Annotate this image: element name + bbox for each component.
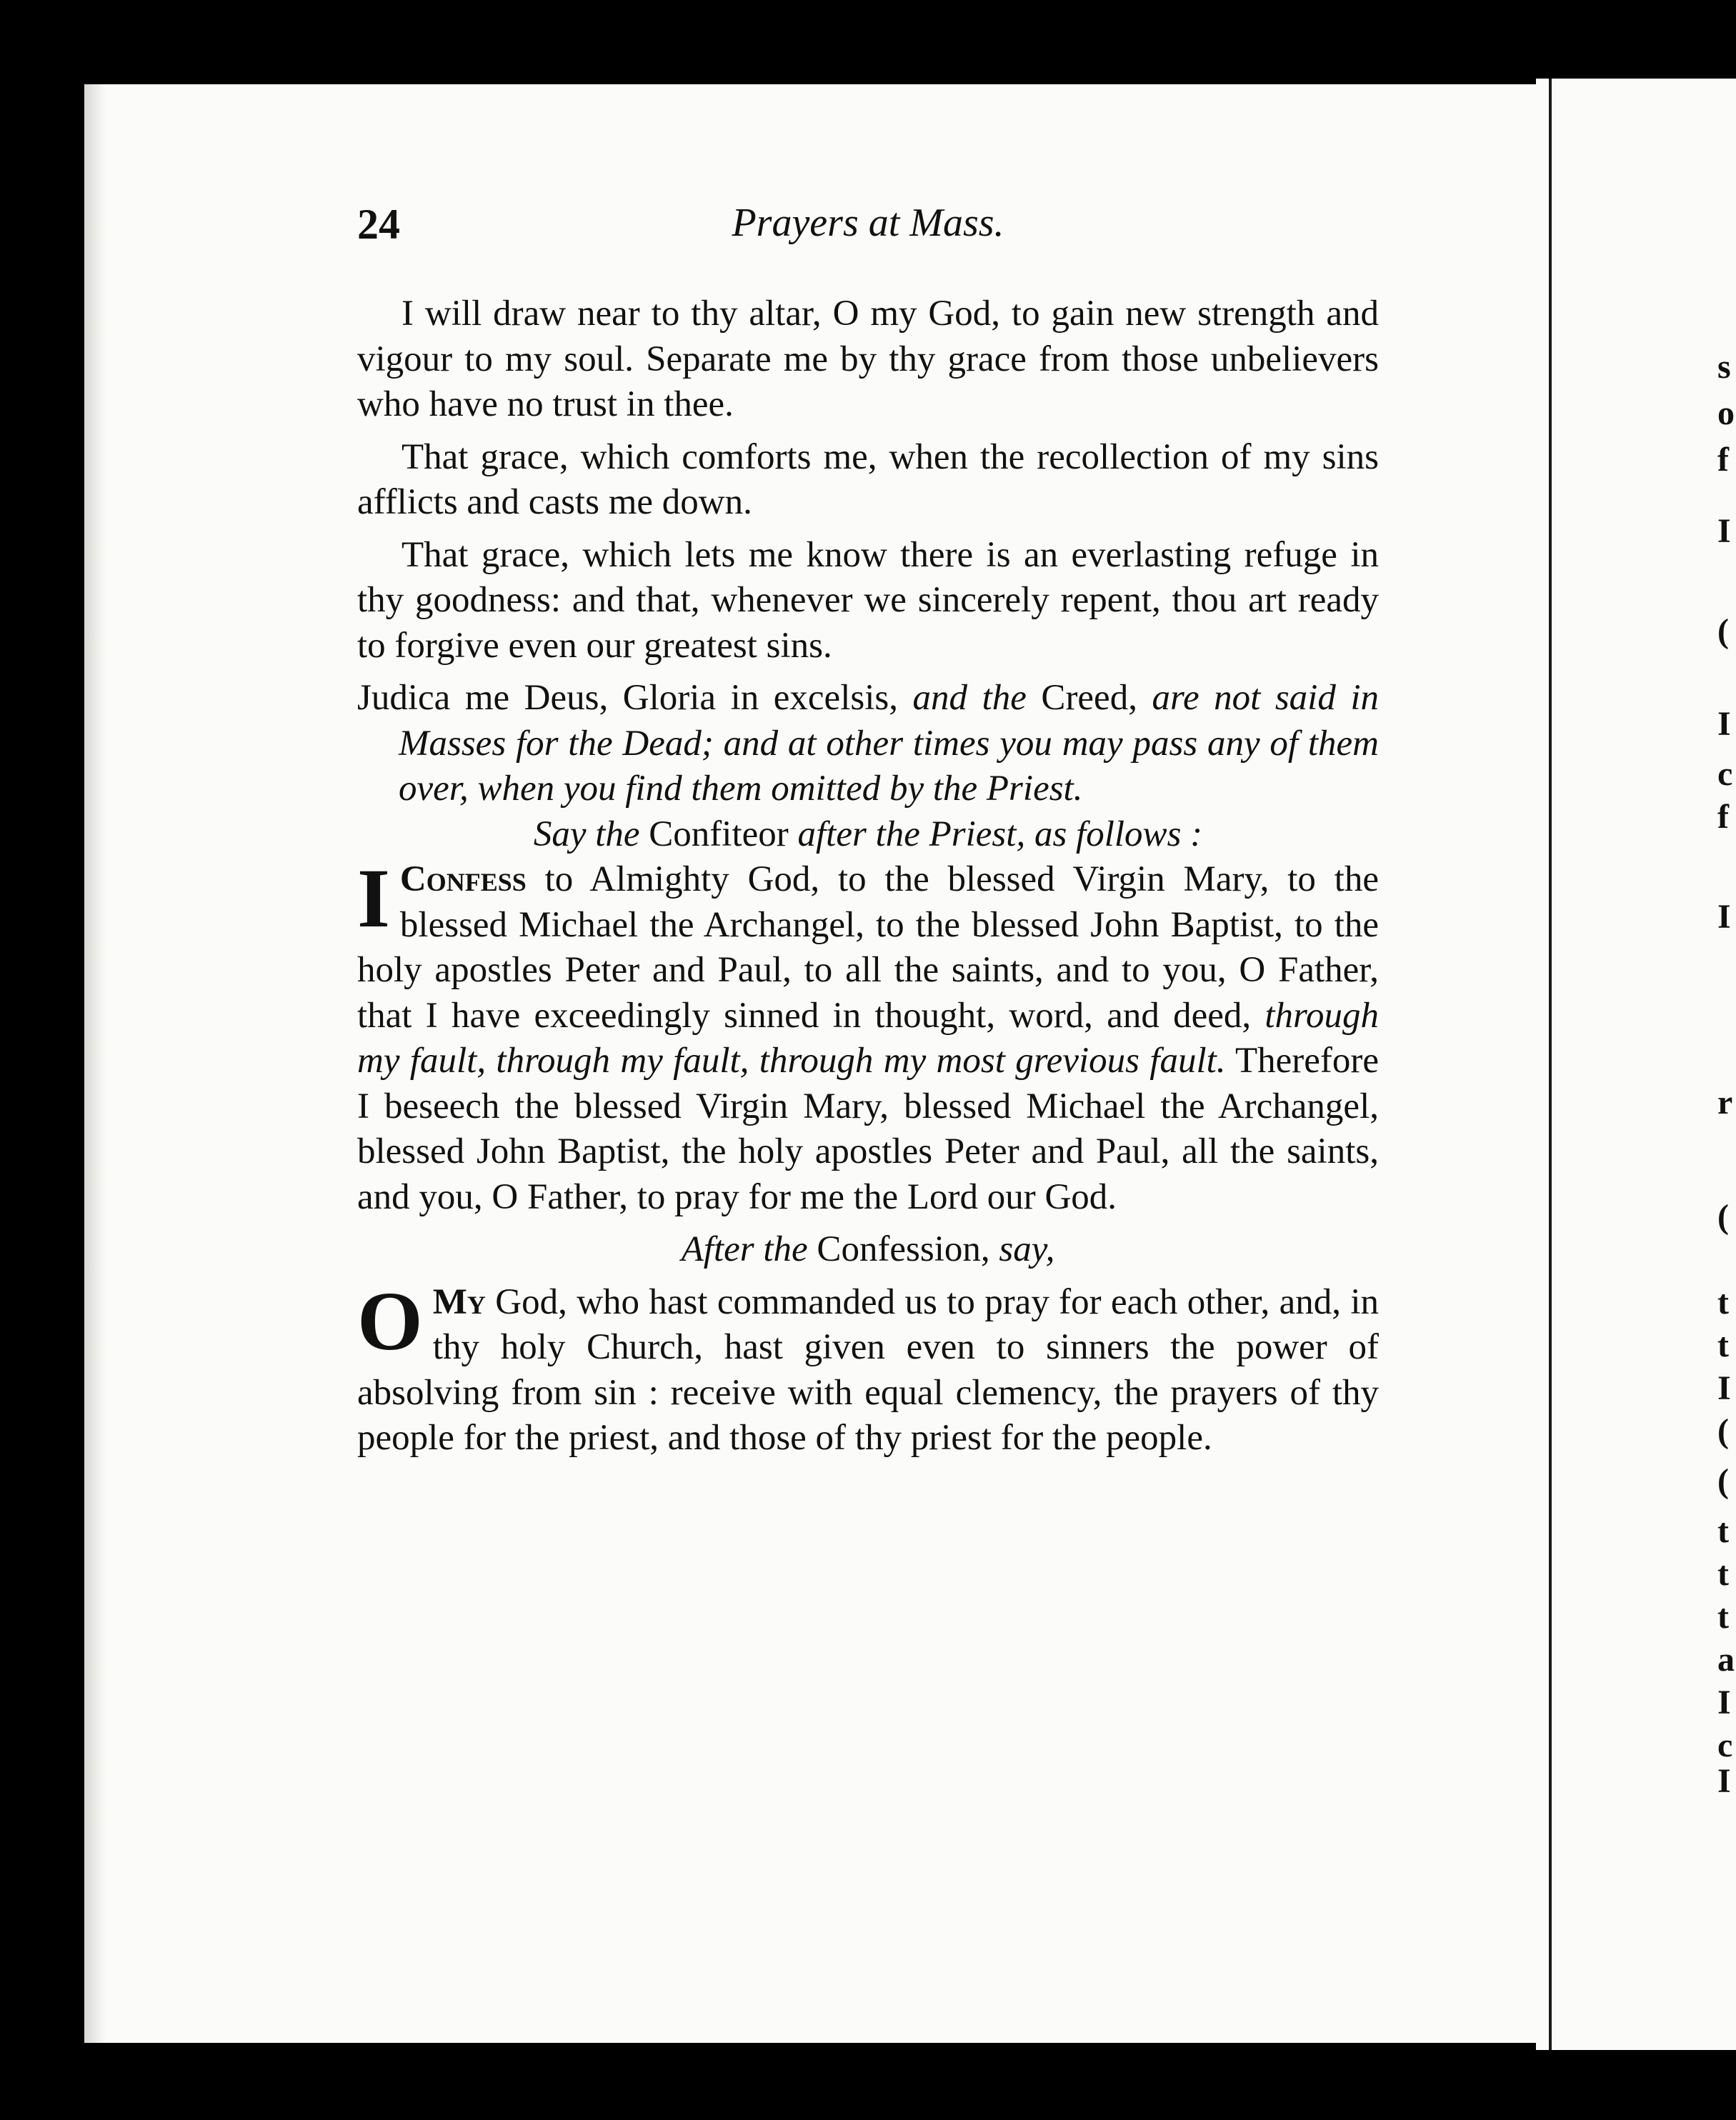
facing-page-letter: I [1717, 1684, 1731, 1721]
facing-page-letter: t [1717, 1512, 1729, 1550]
facing-page-letter: I [1717, 1762, 1731, 1800]
facing-page-letter: ( [1717, 612, 1729, 650]
facing-page-letter: I [1717, 705, 1731, 743]
facing-page-letter: I [1717, 1369, 1731, 1407]
facing-page-letter: t [1717, 1555, 1729, 1593]
facing-page-letter: I [1717, 512, 1731, 550]
rubric-italic: say, [999, 1229, 1055, 1269]
lead-word: Confess [399, 859, 527, 899]
page-body [357, 291, 1379, 1461]
rubric-italic: After the [681, 1229, 808, 1269]
facing-page-letter: I [1717, 898, 1731, 936]
facing-page-letter: f [1717, 441, 1729, 479]
rubric-italic: Say the [533, 814, 640, 854]
running-title: Prayers at Mass. [732, 201, 1004, 245]
rubric-italic: and the [912, 678, 1027, 718]
lead-word: My [432, 1281, 486, 1322]
rubric-italic: ; and at other times you may pass any of them over, when you find them omitted by the Priest. [399, 723, 1379, 809]
prayer-paragraph [357, 1274, 1379, 1461]
drop-cap: I [357, 851, 390, 945]
rubric-heading [357, 1227, 1379, 1273]
paragraph: I will draw near to thy altar, O my God, to gain new strength and vigour to my soul. Separate me by thy grace from those unbelievers who have no trust in thee. [357, 294, 1379, 424]
rubric-italic: after the Priest, as follows : [797, 814, 1203, 854]
rubric-text: Creed, [1041, 678, 1137, 718]
drop-cap: O [357, 1274, 423, 1368]
rubric-text: Judica me Deus, Gloria in excelsis, [357, 678, 898, 718]
facing-page-letter: t [1717, 1284, 1729, 1321]
confiteor-text: Therefore I beseech the blessed Virgin Mary, blessed Michael the Archangel, blessed John Baptist, the holy apostles Peter and Paul, all the saints, and you, O Father, to pray for me the Lord our God. [357, 1041, 1380, 1217]
facing-page-letter: o [1717, 394, 1735, 432]
facing-page-letter: c [1717, 1726, 1733, 1764]
facing-page-letter: ( [1717, 1198, 1729, 1236]
page-edge-shadow [84, 84, 106, 2043]
rubric-heading [357, 812, 1379, 858]
facing-page-letter: ( [1717, 1462, 1729, 1500]
page-header [357, 200, 1379, 264]
confiteor-italic: through my fault, through my fault, through my most grevious fault. [357, 995, 1379, 1081]
facing-page-letter: t [1717, 1598, 1729, 1636]
rubric [357, 676, 1379, 812]
facing-page [1565, 79, 1736, 2050]
rubric-italic: are not said in [1152, 678, 1380, 718]
rubric-text: Confiteor [649, 814, 789, 854]
paragraph: That grace, which comforts me, when the recollection of my sins afflicts and casts me down. [357, 436, 1379, 522]
rubric-text: Confession, [817, 1229, 990, 1269]
confiteor-text: to Almighty God, to the blessed Virgin Mary, to the blessed Michael the Archangel, to the blessed John Baptist, to the holy apostles Peter and Paul, to all the saints, and to you, O Father, that I have exceedingly sinned in thought, word, and deed, [357, 859, 1379, 1036]
facing-page-letter: f [1717, 798, 1729, 836]
spine-gutter-line [1549, 79, 1552, 2050]
facing-page-letter: a [1717, 1641, 1735, 1679]
facing-page-letter: t [1717, 1326, 1729, 1364]
facing-page-letter: ( [1717, 1412, 1729, 1450]
facing-page-letter: s [1717, 348, 1731, 386]
rubric-italic: Masses for the Dead [399, 723, 702, 764]
prayer-text: God, who hast commanded us to pray for each other, and, in thy holy Church, hast given even to sinners the power of absolving from sin : receive with equal clemency, the prayers of thy people for the priest, and those of thy priest for the people. [357, 1281, 1379, 1458]
facing-page-letter: c [1717, 755, 1733, 793]
page-number: 24 [357, 201, 400, 248]
facing-page-letter: r [1717, 1084, 1733, 1121]
paragraph: That grace, which lets me know there is an everlasting refuge in thy goodness: and that, whenever we sincerely repent, thou art ready to forgive even our greatest sins. [357, 534, 1379, 666]
confiteor-paragraph [357, 851, 1380, 1220]
